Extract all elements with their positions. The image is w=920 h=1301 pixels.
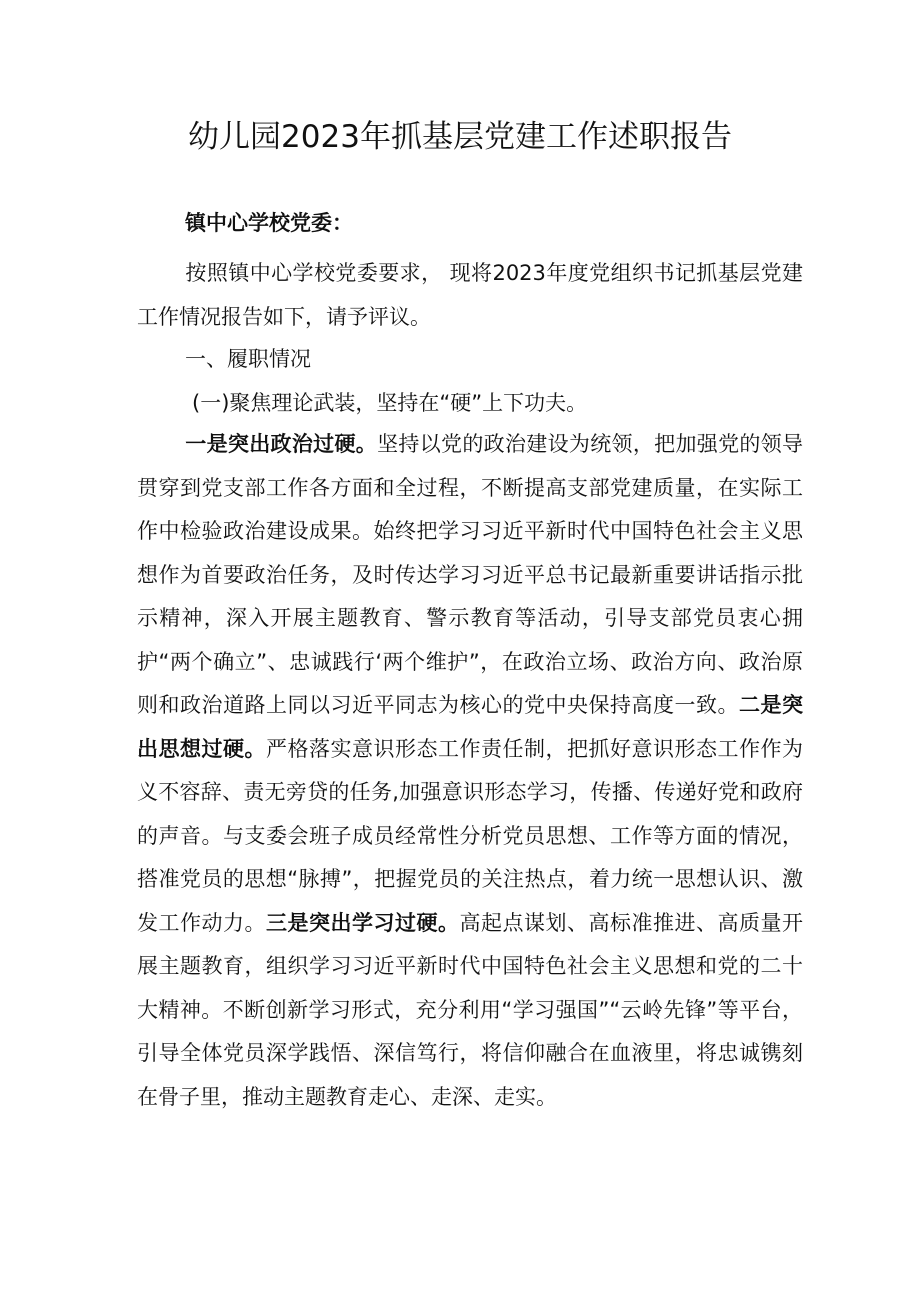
lead-study: 三是突出学习过硬。 [266, 910, 460, 935]
intro-text: 按照镇中心学校党委要求， 现将2023年度党组织书记抓基层党建工作情况报告如下，请予评议。 [137, 261, 803, 329]
text-ideological: 严格落实意识形态工作责任制，把抓好意识形态工作作为义不容辞、责无旁贷的任务,加强意识形态学习，传播、传递好党和政府的声音。与支委会班子成员经常性分析党员思想、工作等方面的情况，搭准党员的思想“脉搏”，把握党员的关注热点，着力统一思想认识、激发工作动力。 [137, 736, 803, 935]
body-paragraph [137, 423, 803, 1119]
subsection-heading-1: (一)聚焦理论武装，坚持在“硬”上下功夫。 [192, 391, 588, 415]
intro-paragraph [137, 252, 803, 339]
section-heading-1: 一、履职情况 [185, 347, 311, 371]
salutation: 镇中心学校党委： [185, 211, 353, 235]
lead-ideological: 二是突出思想过硬。 [137, 693, 803, 761]
text-political: 坚持以党的政治建设为统领，把加强党的领导贯穿到党支部工作各方面和全过程，不断提高支部党建质量，在实际工作中检验政治建设成果。始终把学习习近平新时代中国特色社会主义思想作为首要政治任务，及时传达学习习近平总书记最新重要讲话指示批示精神，深入开展主题教育、警示教育等活动，引导支部党员衷心拥护“两个确立”、忠诚践行‘两个维护”，在政治立场、政治方向、政治原则和政治道路上同以习近平同志为核心的党中央保持高度一致。 [137, 432, 804, 717]
lead-political: 一是突出政治过硬。 [185, 432, 378, 456]
text-study: 高起点谋划、高标准推进、高质量开展主题教育，组织学习习近平新时代中国特色社会主义思想和党的二十大精神。不断创新学习形式，充分利用“学习强国”“云岭先锋”等平台，引导全体党员深学践悟、深信笃行，将信仰融合在血液里，将忠诚镌刻在骨子里，推动主题教育走心、走深、走实。 [137, 910, 803, 1109]
document-title: 幼儿园2023年抓基层党建工作述职报告 [188, 119, 732, 155]
